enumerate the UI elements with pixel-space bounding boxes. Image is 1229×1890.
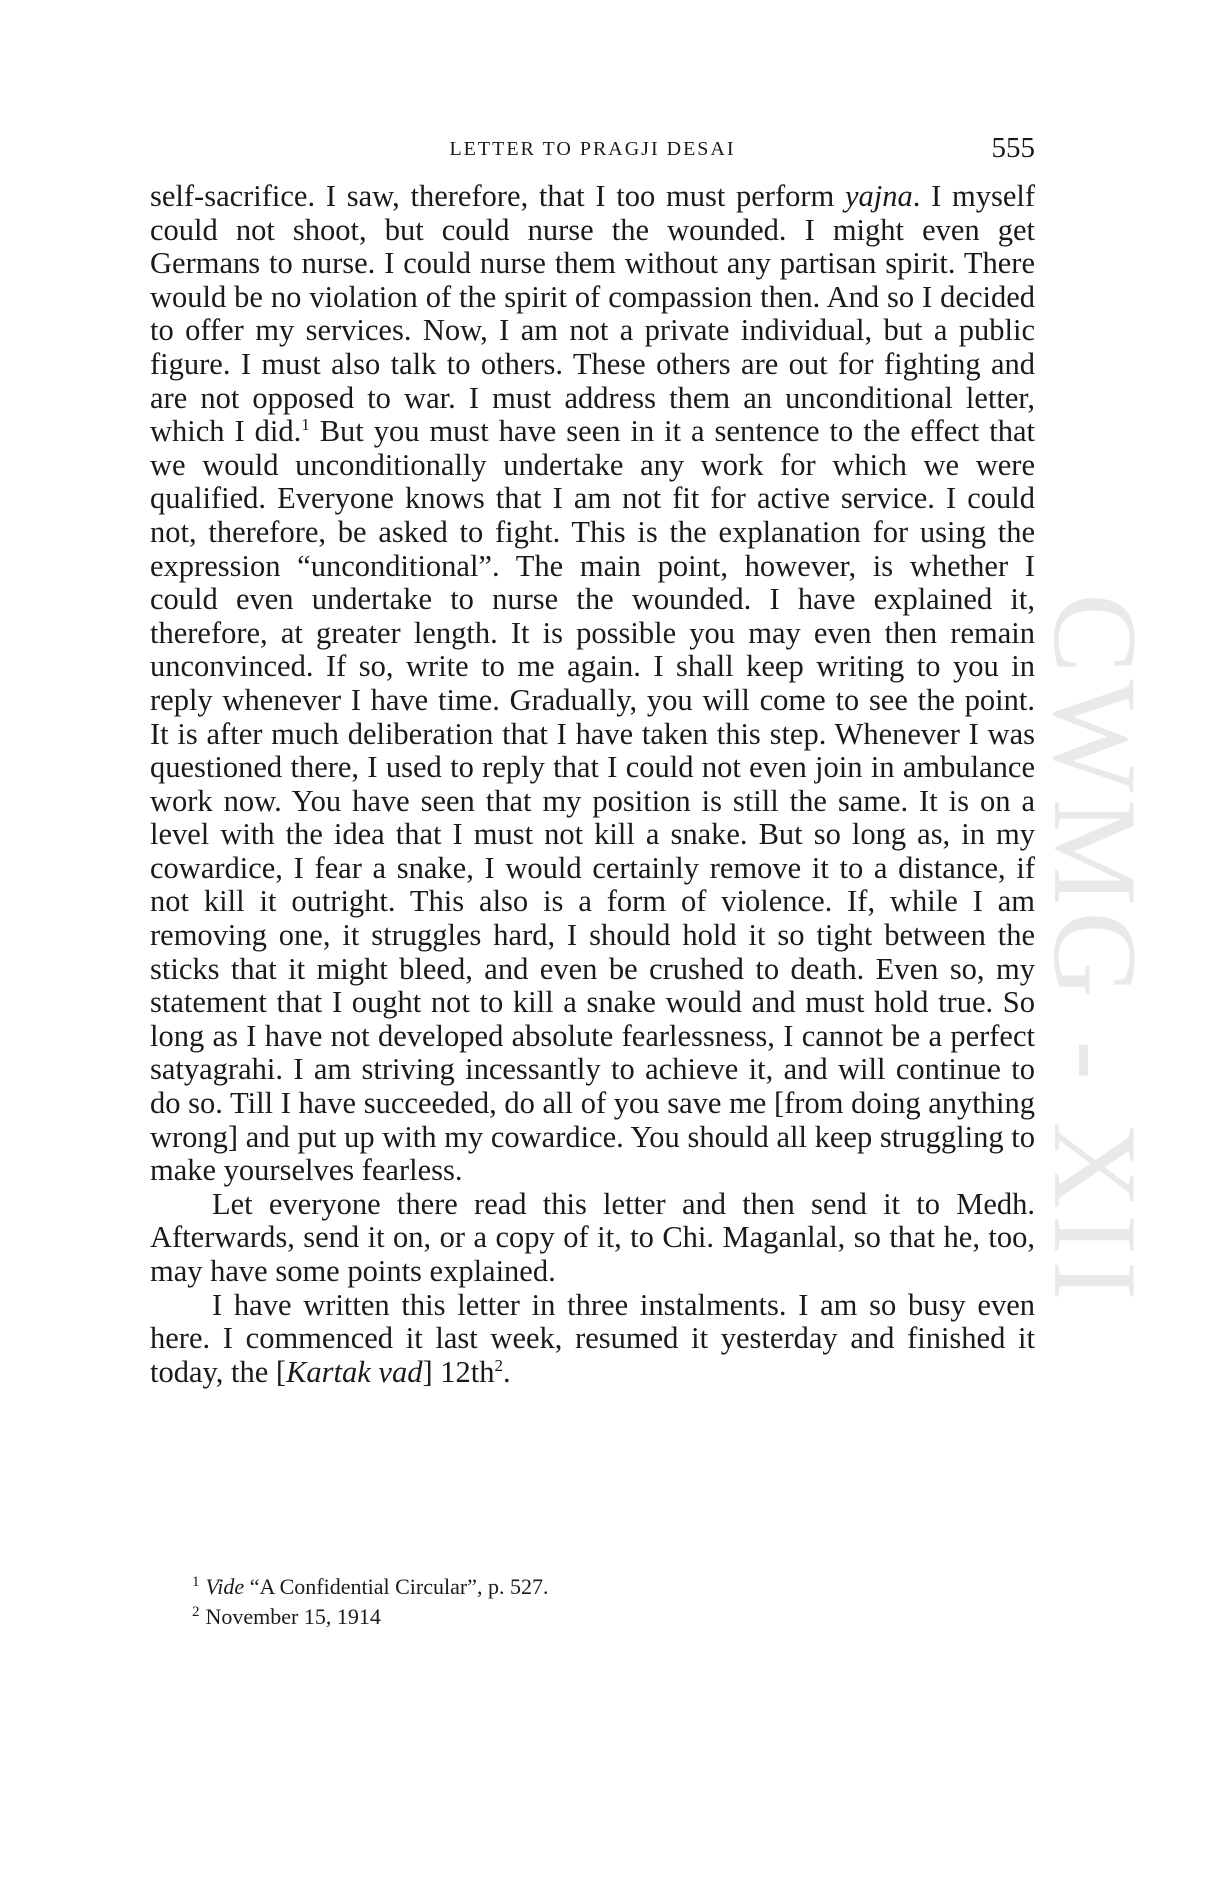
paragraph-1-text-c: But you must have seen in it a sentence to the effect that we would unconditionally undertake any work for which we were qualified. Everyone knows that I am not fit for active service. I could not, therefore, be asked to fight. This is the explanation for using the expression “unconditional”. The main point, however, is whether I could even undertake to nurse the wounded. I have explained it, therefore, at greater length. It is possible you may even then remain unconvinced. If so, write to me again. I shall keep writing to you in reply whenever I have time. Gradually, you will come to see the point. It is after much deliberation that I have taken this step. Whenever I was questioned there, I used to reply that I could not even join in ambulance work now. You have seen that my position is still the same. It is on a level with the idea that I must not kill a snake. But so long as, in my cowardice, I fear a snake, I would certainly remove it to a distance, if not kill it outright. This also is a form of violence. If, while I am removing one, it struggles hard, I should hold it so tight between the sticks that it might bleed, and even be crushed to death. Even so, my statement that I ought not to kill a snake would and must hold true. So long as I have not developed absolute fearlessness, I cannot be a perfect satyagrahi. I am striving incessantly to achieve it, and will continue to do so. Till I have succeeded, do all of you save me [from doing anything wrong] and put up with my cowardice. You should all keep struggling to make yourselves fearless. xyxy=(150,414,1035,1188)
paragraph-1-text-b: . I myself could not shoot, but could nurse the wounded. I might even get Germans to nurse. I could nurse them without any partisan spirit. There would be no violation of the spirit of compassion then. And so I decided to offer my services. Now, I am not a private individual, but a public figure. I must also talk to others. These others are out for fighting and are not opposed to war. I must address them an unconditional letter, which I did. xyxy=(150,179,1035,449)
paragraph-1-text-a: self-sacrifice. I saw, therefore, that I too must perform xyxy=(150,179,845,213)
page-number: 555 xyxy=(991,132,1035,164)
paragraph-1 xyxy=(150,180,1035,1188)
footnote-2-text: November 15, 1914 xyxy=(205,1604,381,1629)
footnote-1-text: “A Confidential Circular”, p. 527. xyxy=(244,1574,549,1599)
paragraph-2: Let everyone there read this letter and then send it to Medh. Afterwards, send it on, or a copy of it, to Chi. Maganlal, so that he, too, may have some points explained. xyxy=(150,1186,1035,1288)
footnote-2 xyxy=(192,1602,892,1632)
paragraph-3 xyxy=(150,1289,1035,1390)
footnote-ref-2: 2 xyxy=(494,1355,503,1375)
footnote-1-vide: Vide xyxy=(205,1574,245,1599)
letter-body xyxy=(150,180,1035,1389)
footnotes xyxy=(192,1572,892,1632)
footnote-ref-1: 1 xyxy=(301,415,310,434)
watermark-text: CWMG - XII xyxy=(1029,593,1162,1307)
footnote-1 xyxy=(192,1572,892,1602)
running-title: LETTER TO PRAGJI DESAI xyxy=(449,138,736,160)
paragraph-3-text-b: ] 12th xyxy=(422,1354,495,1389)
footnote-1-mark: 1 xyxy=(192,1573,200,1590)
paragraph-3-text-c: . xyxy=(502,1354,511,1389)
term-yajna: yajna xyxy=(844,179,913,213)
footnote-2-mark: 2 xyxy=(192,1603,200,1620)
term-kartak-vad: Kartak vad xyxy=(286,1354,423,1389)
paragraph-3-text-a: I have written this letter in three instalments. I am so busy even here. I commenced it last week, resumed it yesterday and finished it today, the [ xyxy=(150,1287,1035,1389)
watermark xyxy=(1030,520,1160,1380)
running-head xyxy=(150,132,1035,172)
